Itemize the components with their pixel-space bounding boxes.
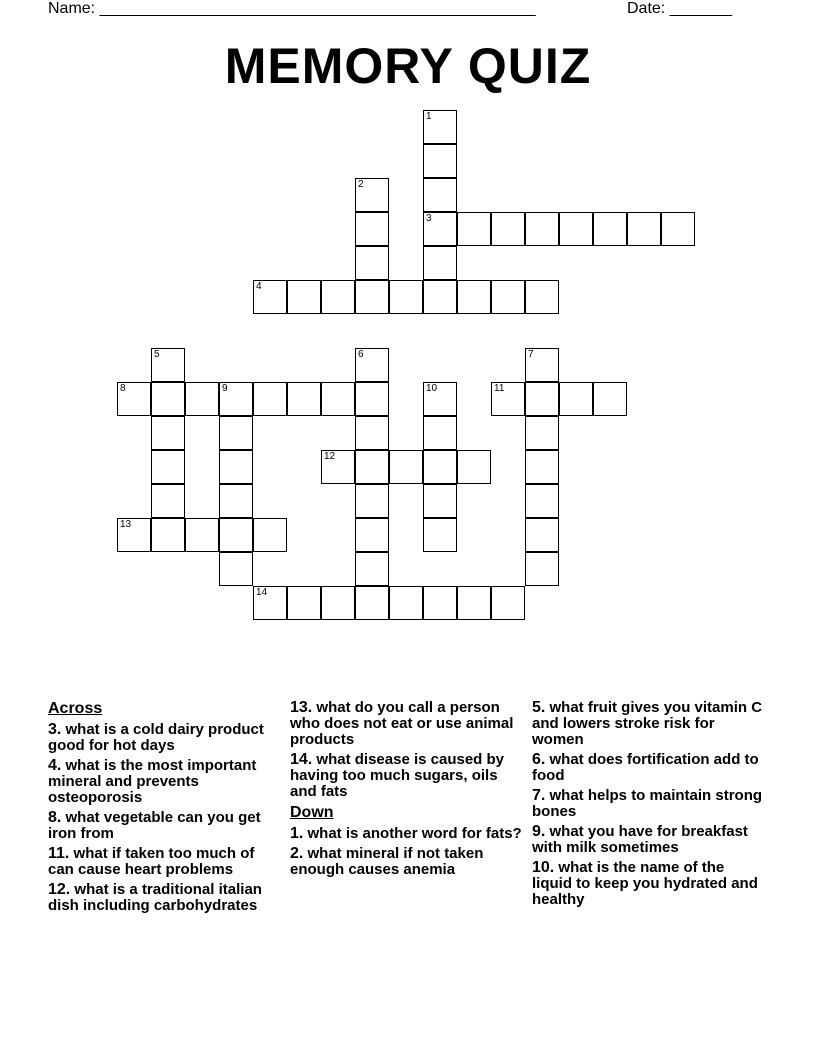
grid-cell[interactable] — [355, 484, 389, 518]
clue-item-text: what do you call a person who does not eat or use animal products — [290, 699, 514, 748]
grid-cell[interactable] — [117, 518, 151, 552]
clue-item-text: what helps to maintain strong bones — [532, 787, 763, 820]
grid-cell[interactable] — [525, 484, 559, 518]
clue-item — [48, 758, 280, 806]
grid-cell[interactable] — [355, 246, 389, 280]
grid-cell[interactable] — [151, 382, 185, 416]
grid-cell[interactable] — [423, 178, 457, 212]
clue-item-number: 4. — [48, 757, 62, 774]
grid-cell[interactable] — [457, 212, 491, 246]
clue-number: 6 — [358, 349, 364, 360]
grid-cell[interactable] — [253, 280, 287, 314]
grid-cell[interactable] — [423, 246, 457, 280]
grid-cell[interactable] — [457, 450, 491, 484]
grid-cell[interactable] — [219, 518, 253, 552]
page-title: MEMORY QUIZ — [224, 38, 592, 94]
clue-item-number: 8. — [48, 809, 62, 826]
grid-cell[interactable] — [457, 280, 491, 314]
down-heading: Down — [290, 804, 334, 821]
grid-cell[interactable] — [525, 382, 559, 416]
clue-item — [290, 826, 522, 842]
grid-cell[interactable] — [525, 348, 559, 382]
grid-cell[interactable] — [253, 518, 287, 552]
grid-cell[interactable] — [491, 280, 525, 314]
grid-cell[interactable] — [525, 280, 559, 314]
grid-cell[interactable] — [423, 586, 457, 620]
grid-cell[interactable] — [151, 450, 185, 484]
clue-column-1 — [48, 700, 280, 918]
grid-cell[interactable] — [389, 450, 423, 484]
grid-cell[interactable] — [593, 382, 627, 416]
grid-cell[interactable] — [559, 382, 593, 416]
clue-item-number: 11. — [48, 845, 70, 862]
clue-item-text: what is the name of the liquid to keep you hydrated and healthy — [532, 859, 758, 908]
clue-item-number: 2. — [290, 845, 304, 862]
clue-item — [532, 700, 764, 748]
clue-item-number: 14. — [290, 751, 313, 768]
clue-number: 4 — [256, 281, 262, 292]
grid-cell[interactable] — [219, 450, 253, 484]
clue-item-text: what vegetable can you get iron from — [48, 809, 261, 842]
clue-item-text: what disease is caused by having too much sugars, oils and fats — [290, 751, 505, 800]
grid-cell[interactable] — [321, 280, 355, 314]
grid-cell[interactable] — [355, 382, 389, 416]
grid-cell[interactable] — [423, 382, 457, 416]
grid-cell[interactable] — [389, 586, 423, 620]
clue-item-text: what is a traditional italian dish including carbohydrates — [48, 881, 262, 914]
grid-cell[interactable] — [593, 212, 627, 246]
clue-item — [290, 846, 522, 878]
clue-column-3 — [532, 700, 764, 912]
clue-item — [532, 860, 764, 908]
clue-item-number: 1. — [290, 825, 304, 842]
clue-item-number: 10. — [532, 859, 555, 876]
clue-number: 1 — [426, 111, 432, 122]
grid-cell[interactable] — [355, 586, 389, 620]
clue-item-text: what is another word for fats? — [303, 825, 522, 842]
grid-cell[interactable] — [219, 484, 253, 518]
grid-cell[interactable] — [253, 586, 287, 620]
grid-cell[interactable] — [559, 212, 593, 246]
grid-cell[interactable] — [423, 280, 457, 314]
grid-cell[interactable] — [423, 212, 457, 246]
grid-cell[interactable] — [219, 552, 253, 586]
grid-cell[interactable] — [151, 484, 185, 518]
clue-item-number: 3. — [48, 721, 62, 738]
clue-item-text: what if taken too much of can cause heart problems — [48, 845, 255, 878]
clue-number: 14 — [256, 587, 268, 598]
name-field-label[interactable]: Name: _________________________________________________ — [48, 0, 536, 17]
grid-cell[interactable] — [287, 382, 321, 416]
grid-cell[interactable] — [185, 518, 219, 552]
grid-cell[interactable] — [423, 484, 457, 518]
clue-item — [48, 810, 280, 842]
clue-item-number: 13. — [290, 699, 313, 716]
clue-item-number: 9. — [532, 823, 546, 840]
grid-cell[interactable] — [355, 348, 389, 382]
grid-cell[interactable] — [423, 518, 457, 552]
clue-item-text: what fruit gives you vitamin C and lowers stroke risk for women — [532, 699, 763, 748]
clue-item — [532, 752, 764, 784]
clue-item-text: what does fortification add to food — [532, 751, 759, 784]
grid-cell[interactable] — [423, 416, 457, 450]
grid-cell[interactable] — [423, 110, 457, 144]
clue-item-number: 7. — [532, 787, 546, 804]
grid-cell[interactable] — [355, 178, 389, 212]
grid-cell[interactable] — [253, 382, 287, 416]
clue-number: 2 — [358, 179, 364, 190]
grid-cell[interactable] — [321, 586, 355, 620]
grid-cell[interactable] — [525, 518, 559, 552]
clue-number: 7 — [528, 349, 534, 360]
clue-item-number: 12. — [48, 881, 71, 898]
grid-cell[interactable] — [117, 382, 151, 416]
clue-item-text: what is a cold dairy product good for hot days — [48, 721, 264, 754]
grid-cell[interactable] — [355, 280, 389, 314]
clue-item — [532, 824, 764, 856]
grid-cell[interactable] — [457, 586, 491, 620]
clue-item-text: what is the most important mineral and prevents osteoporosis — [48, 757, 257, 806]
clue-item-number: 6. — [532, 751, 546, 768]
clue-number: 5 — [154, 349, 160, 360]
clue-item-number: 5. — [532, 699, 546, 716]
grid-cell[interactable] — [525, 416, 559, 450]
grid-cell[interactable] — [423, 450, 457, 484]
grid-cell[interactable] — [491, 586, 525, 620]
grid-cell[interactable] — [287, 280, 321, 314]
grid-cell[interactable] — [151, 518, 185, 552]
clue-item — [532, 788, 764, 820]
clue-item — [48, 722, 280, 754]
clue-item-text: what mineral if not taken enough causes anemia — [290, 845, 484, 878]
clue-number: 11 — [494, 383, 505, 394]
clue-item — [48, 846, 280, 878]
grid-cell[interactable] — [321, 450, 355, 484]
grid-cell[interactable] — [491, 382, 525, 416]
grid-cell[interactable] — [185, 382, 219, 416]
grid-cell[interactable] — [321, 382, 355, 416]
grid-cell[interactable] — [355, 552, 389, 586]
grid-cell[interactable] — [423, 144, 457, 178]
grid-cell[interactable] — [355, 450, 389, 484]
clue-number: 8 — [120, 383, 126, 394]
grid-cell[interactable] — [627, 212, 661, 246]
grid-cell[interactable] — [355, 416, 389, 450]
grid-cell[interactable] — [219, 416, 253, 450]
clue-number: 13 — [120, 519, 132, 530]
grid-cell[interactable] — [151, 416, 185, 450]
across-heading: Across — [48, 700, 103, 717]
clue-number: 10 — [426, 383, 438, 394]
grid-cell[interactable] — [525, 212, 559, 246]
grid-cell[interactable] — [219, 382, 253, 416]
clue-column-2 — [290, 700, 522, 882]
grid-cell[interactable] — [389, 280, 423, 314]
clue-item-text: what you have for breakfast with milk sometimes — [532, 823, 748, 856]
grid-cell[interactable] — [491, 212, 525, 246]
clue-number: 12 — [324, 451, 336, 462]
grid-cell[interactable] — [661, 212, 695, 246]
clue-number: 9 — [222, 383, 228, 394]
grid-cell[interactable] — [355, 212, 389, 246]
date-field-label[interactable]: Date: _______ — [627, 0, 732, 17]
clue-number: 3 — [426, 213, 432, 224]
grid-cell[interactable] — [525, 450, 559, 484]
grid-cell[interactable] — [525, 552, 559, 586]
grid-cell[interactable] — [287, 586, 321, 620]
clue-item — [290, 752, 522, 800]
clue-item — [48, 882, 280, 914]
grid-cell[interactable] — [355, 518, 389, 552]
grid-cell[interactable] — [151, 348, 185, 382]
clue-item — [290, 700, 522, 748]
